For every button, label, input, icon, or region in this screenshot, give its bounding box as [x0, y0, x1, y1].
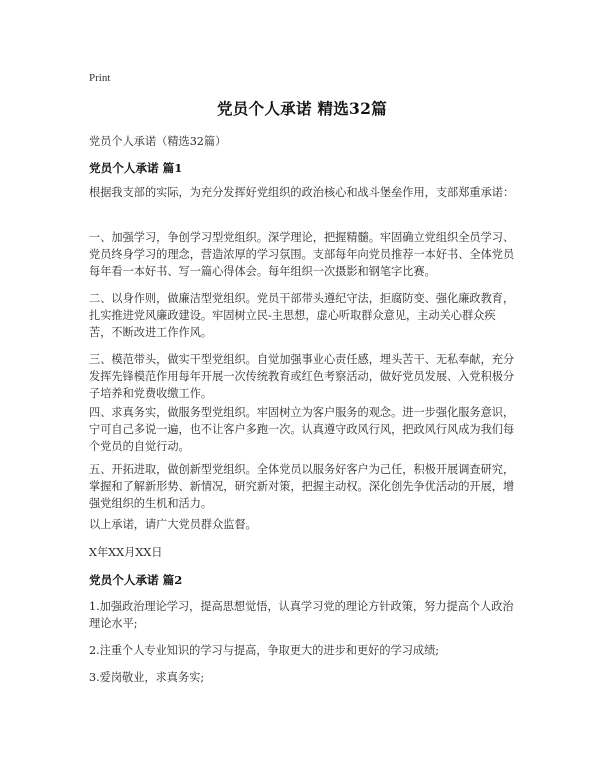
section-1-paragraph-practical: 三、模范带头，做实干型党组织。自觉加强事业心责任感，埋头苦干、无私奉献，充分发挥先锋模范作用每年开展一次传统教育或红色考察活动，做好党员发展、入党积极分子培养和党费收缴工作。 [89, 353, 515, 400]
section-1-date: X年XX月XX日 [89, 546, 163, 559]
document-subtitle: 党员个人承诺（精选32篇） [89, 135, 227, 148]
section-1-paragraph-integrity: 二、以身作则，做廉洁型党组织。党员干部带头遵纪守法，拒腐防变、强化廉政教育，扎实推进党风廉政建设。牢固树立民-主思想，虚心听取群众意见，主动关心群众疾苦，不断改进工作作风。 [89, 292, 515, 339]
document-title: 党员个人承诺 精选32篇 [216, 99, 388, 118]
section-1-paragraph-intro: 根据我支部的实际，为充分发挥好党组织的政治核心和战斗堡垒作用，支部郑重承诺： [89, 186, 515, 199]
section-1-paragraph-innovation: 五、开拓进取，做创新型党组织。全体党员以服务好客户为己任，积极开展调查研究，掌握和了解新形势、新情况，研究新对策，把握主动权。深化创先争优活动的开展，增强党组织的生机和活力。 [89, 463, 515, 510]
section-1-paragraph-learning: 一、加强学习，争创学习型党组织。深学理论，把握精髓。牢固确立党组织全员学习、党员终身学习的理念，营造浓厚的学习氛围。支部每年向党员推荐一本好书、全体党员每年看一本好书、写一篇心得体会。每年组织一次摄影和钢笔字比赛。 [89, 231, 515, 278]
print-label: Print [89, 72, 111, 84]
section-1-paragraph-service: 四、求真务实，做服务型党组织。牢固树立为客户服务的观念。进一步强化服务意识，宁可自己多说一遍，也不让客户多跑一次。认真遵守政风行风，把政风行风成为我们每个党员的自觉行动。 [89, 406, 515, 453]
section-heading-2: 党员个人承诺 篇2 [89, 573, 183, 587]
section-heading-1: 党员个人承诺 篇1 [89, 161, 183, 175]
section-1-paragraph-closing: 以上承诺，请广大党员群众监督。 [89, 518, 257, 531]
section-2-item-2: 2.注重个人专业知识的学习与提高，争取更大的进步和更好的学习成绩; [89, 644, 440, 657]
section-2-item-1: 1.加强政治理论学习，提高思想觉悟，认真学习党的理论方针政策，努力提高个人政治理论水平; [89, 600, 514, 630]
section-2-item-3: 3.爱岗敬业，求真务实; [89, 671, 205, 684]
